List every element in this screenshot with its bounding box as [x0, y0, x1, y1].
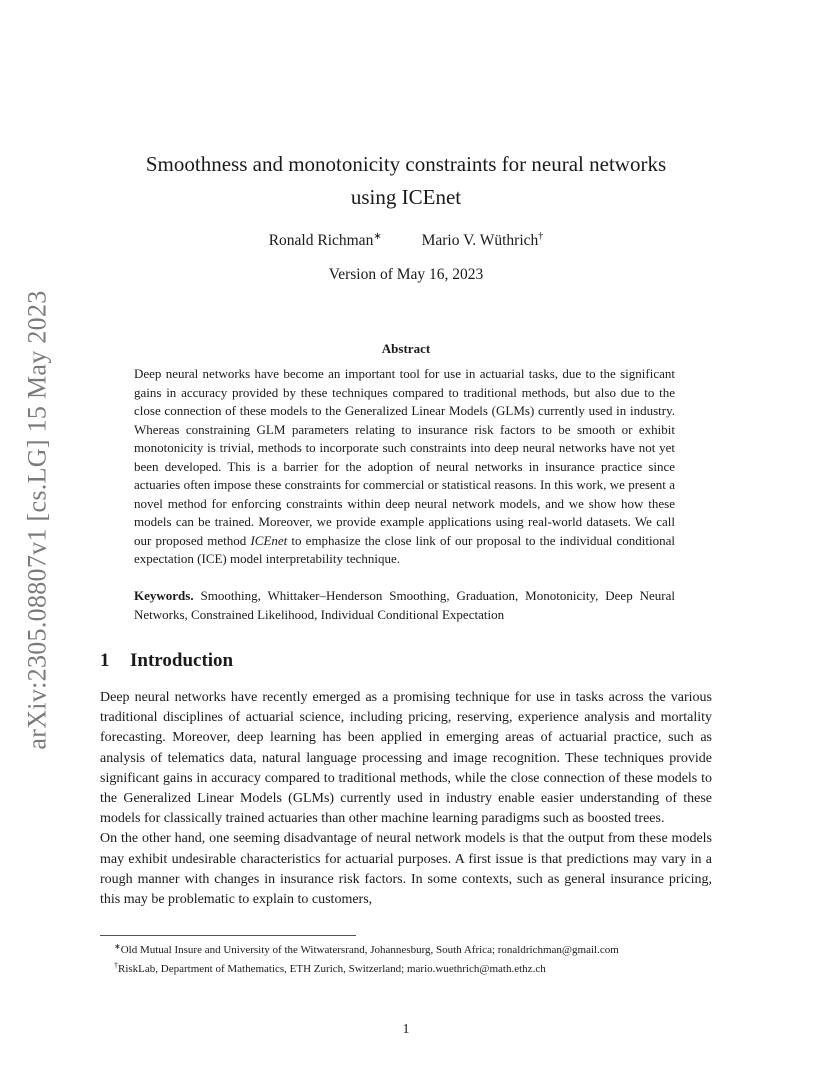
- paragraph: Deep neural networks have recently emerged as a promising technique for use in tasks across the various traditional disciplines of actuarial science, including pricing, reserving, experience analysis and mortality forecasting. Moreover, deep learning has been applied in emerging areas of actuarial practice, such as analysis of telematics data, natural language processing and image recognition. These techniques provide significant gains in accuracy compared to traditional methods, while the close connection of these models to the Generalized Linear Models (GLMs) currently used in industry enable easier understanding of these models for classically trained actuaries than other machine learning paradigms such as boosted trees.: [100, 690, 712, 827]
- author-footnote-mark: ∗: [373, 231, 382, 242]
- abstract-method-name: ICEnet: [250, 532, 288, 548]
- author-name: Ronald Richman: [268, 232, 374, 249]
- footnote-mark: †: [114, 961, 118, 970]
- keywords-label: Keywords.: [134, 588, 194, 603]
- footnote-divider: [100, 935, 356, 936]
- page-number: 1: [402, 1022, 410, 1037]
- abstract-heading: Abstract: [381, 341, 431, 356]
- footnote-wuthrich: [100, 958, 712, 977]
- author-list: [100, 231, 712, 250]
- keywords-block: [134, 587, 675, 624]
- section-heading: [100, 650, 233, 672]
- paper-title: [100, 148, 712, 214]
- footnote-mark: ∗: [114, 942, 121, 951]
- footnote-richman: [100, 939, 712, 958]
- title-line-2: using ICEnet: [350, 185, 462, 209]
- version-date: Version of May 16, 2023: [328, 266, 484, 283]
- title-line-1: Smoothness and monotonicity constraints for neural networks: [145, 152, 667, 176]
- author-richman: [269, 231, 382, 250]
- abstract-body: [134, 365, 675, 569]
- arxiv-identifier-text: arXiv:2305.08807v1 [cs.LG] 15 May 2023: [23, 290, 52, 750]
- author-footnote-mark: †: [538, 231, 544, 242]
- abstract-text-part-1: Deep neural networks have become an important tool for use in actuarial tasks, due to the significant gains in accuracy provided by these techniques compared to traditional methods, but also due to the close connection of these models to the Generalized Linear Models (GLMs) currently used in industry. Whereas constraining GLM parameters relating to insurance risk factors to be smooth or exhibit monotonicity is trivial, methods to incorporate such constraints into deep neural networks have not yet been developed. This is a barrier for the adoption of neural networks in insurance practice since actuaries often impose these constraints for commercial or statistical reasons. In this work, we present a novel method for enforcing constraints within deep neural network models, and we show how these models can be trained. Moreover, we provide example applications using real-world datasets. We call our proposed method: [134, 366, 675, 548]
- keywords-text: Smoothing, Whittaker–Henderson Smoothing, Graduation, Monotonicity, Deep Neural Networks, Constrained Likelihood, Individual Conditional Expectation: [134, 588, 676, 622]
- section-number: 1: [100, 650, 110, 671]
- author-name: Mario V. Wüthrich: [421, 232, 539, 249]
- author-wuthrich: [422, 231, 544, 250]
- introduction-body: [100, 688, 712, 910]
- footnotes: [100, 939, 712, 977]
- section-title-text: Introduction: [130, 650, 234, 671]
- footnote-text: RiskLab, Department of Mathematics, ETH Zurich, Switzerland; mario.wuethrich@math.ethz.ch: [118, 963, 546, 975]
- abstract-text-part-2: to emphasize the close link of our proposal to the individual conditional expectation (ICE) model interpretability technique.: [134, 532, 675, 566]
- arxiv-identifier-stamp: [16, 270, 60, 770]
- paragraph: On the other hand, one seeming disadvantage of neural network models is that the output from these models may exhibit undesirable characteristics for actuarial purposes. A first issue is that predictions may vary in a rough manner with changes in insurance risk factors. In some contexts, such as general insurance pricing, this may be problematic to explain to customers,: [100, 831, 712, 908]
- footnote-text: Old Mutual Insure and University of the Witwatersrand, Johannesburg, South Africa; ronaldrichman@gmail.com: [120, 944, 619, 956]
